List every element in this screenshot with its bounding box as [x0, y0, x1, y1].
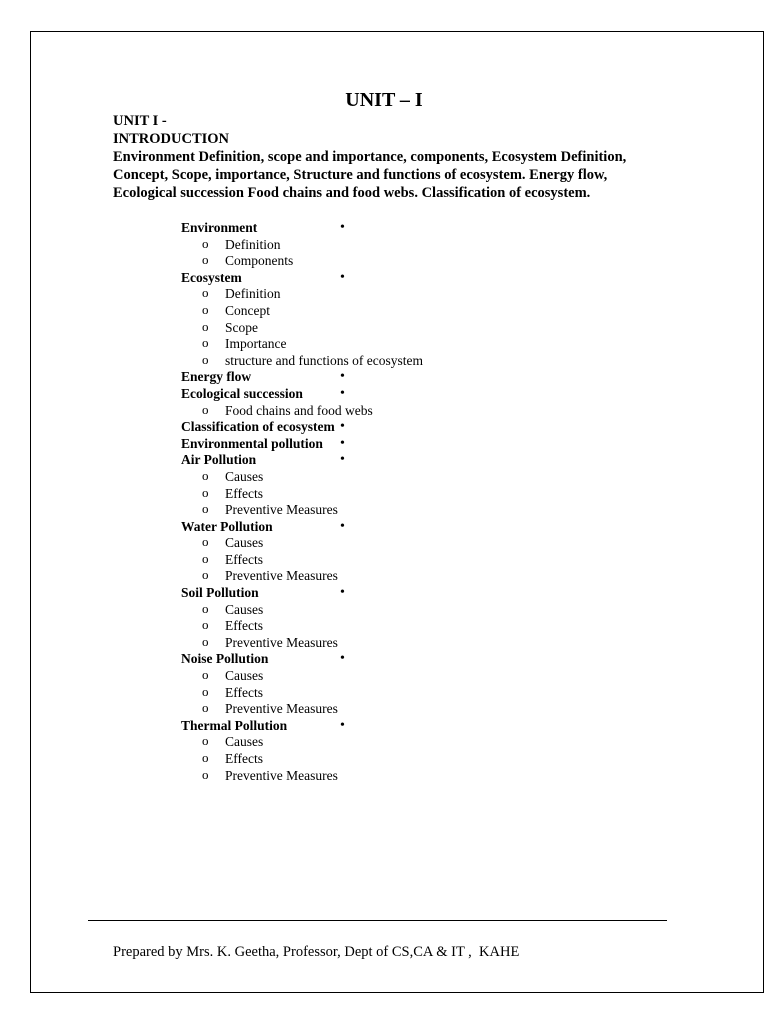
outline-subtopic-label: Scope — [225, 319, 258, 335]
bullet-icon: • — [340, 419, 345, 435]
outline-topic-label: Environmental pollution — [181, 435, 323, 451]
bullet-icon: • — [340, 369, 345, 385]
hollow-bullet-icon: o — [202, 467, 209, 483]
outline-topic — [0, 419, 768, 436]
hollow-bullet-icon: o — [202, 484, 209, 500]
outline-subtopic — [181, 403, 768, 420]
outline-subtopic — [181, 568, 768, 585]
outline-topic-label: Water Pollution — [181, 518, 273, 534]
outline-subtopic-label: Definition — [225, 236, 281, 252]
outline-topic-row — [181, 519, 768, 536]
outline-subtopic-label: Components — [225, 253, 294, 269]
outline-topic — [0, 452, 768, 518]
bullet-icon: • — [340, 220, 345, 235]
bullet-icon: • — [340, 717, 345, 733]
hollow-bullet-icon: o — [202, 501, 209, 517]
outline-subtopic — [181, 668, 768, 685]
outline-subtopic — [181, 535, 768, 552]
outline-subtopic — [181, 286, 768, 303]
outline-topic-label: Ecological succession — [181, 385, 303, 401]
bullet-icon: • — [340, 651, 345, 667]
outline-topic-row — [181, 651, 768, 668]
outline-subtopic-label: Preventive Measures — [225, 568, 338, 584]
outline-subtopic-list — [181, 469, 768, 519]
outline-subtopic — [181, 303, 768, 320]
outline-topic-label: Ecosystem — [181, 269, 242, 285]
outline-topic — [0, 519, 768, 585]
hollow-bullet-icon: o — [202, 683, 209, 699]
outline-subtopic-label: Food chains and food webs — [225, 402, 373, 418]
outline-topic — [0, 718, 768, 784]
outline-subtopic — [181, 635, 768, 652]
outline-subtopic-label: structure and functions of ecosystem — [225, 352, 423, 368]
outline-subtopic-label: Effects — [225, 551, 263, 567]
hollow-bullet-icon: o — [202, 550, 209, 566]
outline-topic-label: Noise Pollution — [181, 651, 269, 667]
outline-subtopic — [181, 768, 768, 785]
outline-subtopic-label: Causes — [225, 734, 264, 750]
outline-topic-label: Air Pollution — [181, 452, 257, 468]
outline-subtopic — [181, 701, 768, 718]
outline-subtopic-label: Effects — [225, 684, 263, 700]
outline-subtopic — [181, 602, 768, 619]
outline-subtopic-label: Preventive Measures — [225, 634, 338, 650]
footer-divider — [88, 920, 667, 921]
intro-syllabus-line-2: Concept, Scope, importance, Structure and functions of ecosystem. Energy flow, — [113, 167, 608, 183]
bullet-icon: • — [340, 385, 345, 401]
hollow-bullet-icon: o — [202, 401, 209, 417]
footer-credit: Prepared by Mrs. K. Geetha, Professor, Dept of CS,CA & IT , KAHE — [113, 944, 520, 960]
outline-subtopic-label: Causes — [225, 468, 264, 484]
outline-subtopic-label: Preventive Measures — [225, 502, 338, 518]
outline-subtopic-label: Effects — [225, 485, 263, 501]
hollow-bullet-icon: o — [202, 617, 209, 633]
outline-topic-label: Classification of ecosystem — [181, 419, 335, 435]
outline-topic — [0, 386, 768, 419]
hollow-bullet-icon: o — [202, 600, 209, 616]
outline-subtopic-label: Causes — [225, 668, 264, 684]
outline-topic-row — [181, 220, 768, 237]
outline-subtopic-label: Effects — [225, 618, 263, 634]
hollow-bullet-icon: o — [202, 301, 209, 317]
outline-topic-label: Soil Pollution — [181, 585, 259, 601]
hollow-bullet-icon: o — [202, 733, 209, 749]
outline-subtopic-list — [181, 668, 768, 718]
outline-subtopic — [181, 336, 768, 353]
outline-topic — [0, 585, 768, 651]
outline-topic — [0, 369, 768, 386]
outline-subtopic-list — [181, 602, 768, 652]
outline-subtopic — [181, 469, 768, 486]
intro-syllabus-line-1: Environment Definition, scope and importance, components, Ecosystem Definition, — [113, 149, 627, 165]
outline-subtopic-label: Causes — [225, 535, 264, 551]
outline-subtopic — [181, 320, 768, 337]
outline-subtopic — [181, 734, 768, 751]
outline-topic — [0, 436, 768, 453]
outline-subtopic-label: Definition — [225, 286, 281, 302]
outline-topic — [0, 270, 768, 370]
outline-topic-row — [181, 386, 768, 403]
outline-subtopic-label: Effects — [225, 751, 263, 766]
outline-subtopic — [181, 685, 768, 702]
hollow-bullet-icon: o — [202, 534, 209, 550]
outline-topic-label: Environment — [181, 220, 258, 235]
outline-topic-row — [181, 419, 768, 436]
hollow-bullet-icon: o — [202, 285, 209, 301]
outline-topic-row — [181, 718, 768, 735]
hollow-bullet-icon: o — [202, 351, 209, 367]
outline-subtopic-label: Concept — [225, 302, 270, 318]
bullet-icon: • — [340, 269, 345, 285]
outline-subtopic-list — [181, 403, 768, 420]
outline-subtopic — [181, 552, 768, 569]
outline-topic — [0, 220, 768, 270]
outline-subtopic — [181, 253, 768, 270]
outline-topic-row — [181, 436, 768, 453]
hollow-bullet-icon: o — [202, 335, 209, 351]
outline-subtopic-list — [181, 237, 768, 270]
outline-subtopic — [181, 751, 768, 768]
outline-subtopic — [181, 353, 768, 370]
outline-topic-row — [181, 270, 768, 287]
intro-syllabus-line-3: Ecological succession Food chains and food webs. Classification of ecosystem. — [113, 185, 591, 201]
outline-subtopic-label: Causes — [225, 601, 264, 617]
hollow-bullet-icon: o — [202, 235, 209, 251]
outline-topic — [0, 651, 768, 717]
outline-subtopic — [181, 502, 768, 519]
bullet-icon: • — [340, 452, 345, 468]
outline-subtopic-label: Preventive Measures — [225, 701, 338, 717]
outline-subtopic-list — [181, 734, 768, 784]
outline-topic-row — [181, 369, 768, 386]
intro-unit-line: UNIT I - — [113, 113, 167, 129]
topic-outline — [0, 220, 768, 784]
outline-topic-label: Thermal Pollution — [181, 717, 288, 733]
bullet-icon: • — [340, 435, 345, 451]
outline-topic-label: Energy flow — [181, 369, 252, 385]
hollow-bullet-icon: o — [202, 252, 209, 268]
outline-subtopic-label: Importance — [225, 336, 287, 352]
outline-topic-row — [181, 585, 768, 602]
hollow-bullet-icon: o — [202, 633, 209, 649]
hollow-bullet-icon: o — [202, 318, 209, 334]
bullet-icon: • — [340, 518, 345, 534]
outline-subtopic — [181, 237, 768, 254]
page-title: UNIT – I — [345, 89, 423, 111]
outline-subtopic — [181, 618, 768, 635]
bullet-icon: • — [340, 585, 345, 601]
outline-subtopic-list — [181, 286, 768, 369]
intro-block — [113, 112, 673, 202]
hollow-bullet-icon: o — [202, 567, 209, 583]
outline-topic-row — [181, 452, 768, 469]
hollow-bullet-icon: o — [202, 700, 209, 716]
hollow-bullet-icon: o — [202, 766, 209, 782]
outline-subtopic-list — [181, 535, 768, 585]
outline-subtopic — [181, 486, 768, 503]
intro-heading: INTRODUCTION — [113, 131, 230, 147]
hollow-bullet-icon: o — [202, 750, 209, 765]
hollow-bullet-icon: o — [202, 667, 209, 683]
outline-subtopic-label: Preventive Measures — [225, 767, 338, 783]
